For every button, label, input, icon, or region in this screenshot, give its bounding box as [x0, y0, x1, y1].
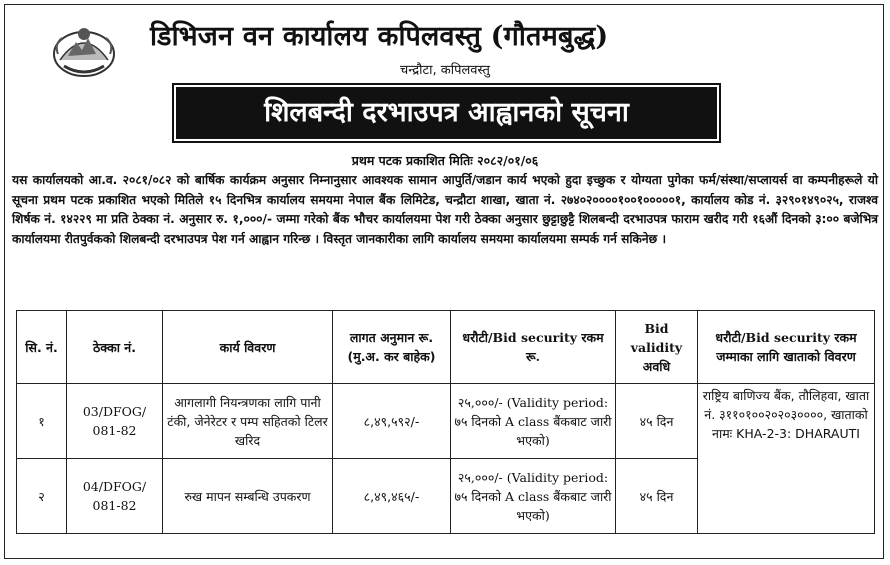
header-bank-details: धरौटी/Bid security रकम जम्माका लागि खाताको विवरण — [698, 311, 875, 384]
row-bid-security: २५,०००/- (Validity period: ७५ दिनको A class बैंकबाट जारी भएको) — [451, 384, 616, 459]
row-description: आगलागी नियन्त्रणका लागि पानी टंकी, जेनेरेटर र पम्प सहितको टिलर खरिद — [163, 384, 333, 459]
row-sn: १ — [17, 384, 67, 459]
header-bid-validity: Bid validity अवधि — [616, 311, 698, 384]
notice-title-banner: शिलबन्दी दरभाउपत्र आह्वानको सूचना — [176, 87, 717, 139]
publish-date: प्रथम पटक प्रकाशित मितिः २०८२/०१/०६ — [351, 153, 539, 168]
row-contract-no: 03/DFOG/ 081-82 — [67, 384, 163, 459]
table-header-row — [17, 311, 875, 384]
office-name: डिभिजन वन कार्यालय कपिलवस्तु (गौतमबुद्ध) — [150, 21, 609, 52]
table-row — [17, 384, 875, 459]
bid-table — [16, 310, 875, 534]
header-sn: सि. नं. — [17, 311, 67, 384]
header-bid-security: धरौटी/Bid security रकम रू. — [451, 311, 616, 384]
header-cost-estimate: लागत अनुमान रू. (मु.अ. कर बाहेक) — [333, 311, 451, 384]
notice-body: यस कार्यालयको आ.व. २०८१/०८२ को बार्षिक कार्यक्रम अनुसार निम्नानुसार आवश्यक सामान आपुर्ति/जडान कार्य भएको हुदा इच्छुक र योग्यता पुगेका फर्म/संस्था/सप्लायर्स वा कम्पनीहरूले यो सूचना प्रथम पटक प्रकाशित भएको मितिले १५ दिनभित्र कार्यालय समयमा नेपाल बैंक लिमिटेड, चन्द्रौटा शाखा, खाता नं. २७४०२००००१००१०००००१, कार्यालय कोड नं. ३२९०१४९०२५, राजश्व शिर्षक नं. १४२२९ मा प्रति ठेक्का नं. अनुसार रु. १,०००/- जम्मा गरेको बैंक भौचर कार्यालयमा पेश गरी ठेक्का अनुसार छुट्टाछुट्टै शिलबन्दी दरभाउपत्र फाराम खरीद गरी १६औं दिनको ३:०० बजेभित्र कार्यालयमा रीतपुर्वककाे शिलबन्दी दरभाउपत्र पेश गर्न आह्वान गरिन्छ । विस्तृत जानकारीका लागि कार्यालय समयमा कार्यालयमा सम्पर्क गर्न सकिनेछ । — [12, 173, 878, 246]
row-contract-no: 04/DFOG/ 081-82 — [67, 459, 163, 534]
header-contract-no: ठेक्का नं. — [67, 311, 163, 384]
header-description: कार्य विवरण — [163, 311, 333, 384]
row-cost-estimate: ८,४९,५९२/- — [333, 384, 451, 459]
row-bid-validity: ४५ दिन — [616, 459, 698, 534]
row-description: रुख मापन सम्बन्धि उपकरण — [163, 459, 333, 534]
office-address: चन्द्रौटा, कपिलवस्तु — [400, 63, 490, 78]
row-bid-validity: ४५ दिन — [616, 384, 698, 459]
bank-details-cell: राष्ट्रिय बाणिज्य बैंक, तौलिहवा, खाता नं. ३११०१००२०२०३००००, खाताको नामः KHA-2-3: DHARAUTI — [698, 384, 875, 534]
row-sn: २ — [17, 459, 67, 534]
row-bid-security: २५,०००/- (Validity period: ७५ दिनको A class बैंकबाट जारी भएको) — [451, 459, 616, 534]
row-cost-estimate: ८,४९,४६५/- — [333, 459, 451, 534]
